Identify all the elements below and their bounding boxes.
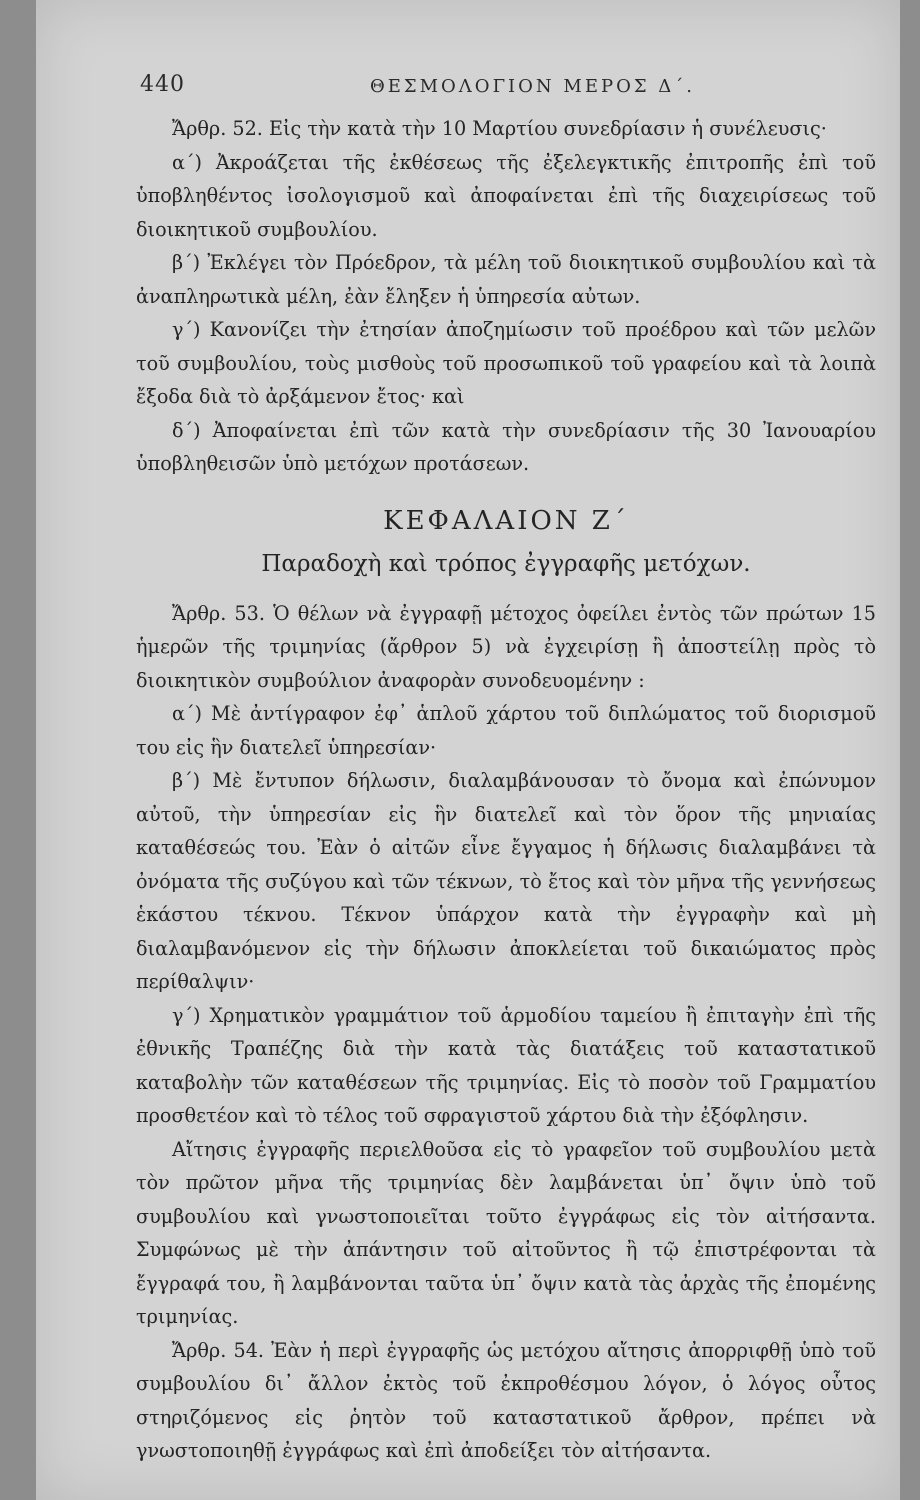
- body-text: [136, 112, 876, 1468]
- book-page: [36, 0, 900, 1500]
- article-53-item-b: β΄) Μὲ ἔντυπον δήλωσιν, διαλαμβάνουσαν τὸ ὄνομα καὶ ἐπώνυμον αὐτοῦ, τὴν ὑπηρεσίαν εἰς ἣν διατελεῖ καὶ τὸν ὅρον τῆς μηνιαίας καταθέσεώς του. Ἐὰν ὁ αἰτῶν εἶνε ἔγγαμος ἡ δήλωσις διαλαμβάνει τὰ ὀνόματα τῆς συζύγου καὶ τῶν τέκνων, τὸ ἔτος καὶ τὸν μῆνα τῆς γεννήσεως ἑκάστου τέκνου. Τέκνον ὑπάρχον κατὰ τὴν ἐγγραφὴν καὶ μὴ διαλαμβανόμενον εἰς τὴν δήλωσιν ἀποκλείεται τοῦ δικαιώματος πρὸς περίθαλψιν·: [136, 769, 876, 993]
- article-52-item-d: δ΄) Ἀποφαίνεται ἐπὶ τῶν κατὰ τὴν συνεδρίασιν τῆς 30 Ἰανουαρίου ὑποβληθεισῶν ὑπὸ μετόχων προτάσεων.: [136, 418, 876, 475]
- article-53-item-c: γ΄) Χρηματικὸν γραμμάτιον τοῦ ἁρμοδίου ταμείου ἢ ἐπιταγὴν ἐπὶ τῆς ἐθνικῆς Τραπέζης διὰ τὴν κατὰ τὰς διατάξεις τοῦ καταστατικοῦ καταβολὴν τῶν καταθέσεων τῆς τριμηνίας. Εἰς τὸ ποσὸν τοῦ Γραμματίου προσθετέον καὶ τὸ τέλος τοῦ σφραγιστοῦ χάρτου διὰ τὴν ἐξόφλησιν.: [136, 1003, 876, 1127]
- article-52-item-b: β΄) Ἐκλέγει τὸν Πρόεδρον, τὰ μέλη τοῦ διοικητικοῦ συμβουλίου καὶ τὰ ἀναπληρωτικὰ μέλη, ἐὰν ἔληξεν ἡ ὑπηρεσία αὐτων.: [136, 251, 876, 308]
- running-title: ΘΕΣΜΟΛΟΓΙΟΝ ΜΕΡΟΣ Δ΄.: [370, 76, 696, 97]
- article-53-item-a: α΄) Μὲ ἀντίγραφον ἐφ᾽ ἁπλοῦ χάρτου τοῦ διπλώματος τοῦ διορισμοῦ του εἰς ἣν διατελεῖ ὑπηρεσίαν·: [136, 702, 876, 759]
- chapter-subtitle: Παραδοχὴ καὶ τρόπος ἐγγραφῆς μετόχων.: [261, 550, 751, 577]
- article-53-paragraph: Αἴτησις ἐγγραφῆς περιελθοῦσα εἰς τὸ γραφεῖον τοῦ συμβουλίου μετὰ τὸν πρῶτον μῆνα τῆς τριμηνίας δὲν λαμβάνεται ὑπ᾽ ὄψιν ὑπὸ τοῦ συμβουλίου καὶ γνωστοποιεῖται τοῦτο ἐγγράφως εἰς τὸν αἰτήσαντα. Συμφώνως μὲ τὴν ἀπάντησιν τοῦ αἰτοῦντος ἢ τῷ ἐπιστρέφονται τὰ ἔγγραφά του, ἢ λαμβάνονται ταῦτα ὑπ᾽ ὄψιν κατὰ τὰς ἀρχὰς τῆς ἐπομένης τριμηνίας.: [136, 1137, 876, 1328]
- page-header: [140, 72, 800, 102]
- article-52-item-a: α΄) Ἀκροάζεται τῆς ἐκθέσεως τῆς ἐξελεγκτικῆς ἐπιτροπῆς ἐπὶ τοῦ ὑποβληθέντος ἰσολογισμοῦ καὶ ἀποφαίνεται ἐπὶ τῆς διαχειρίσεως τοῦ διοικητικοῦ συμβουλίου.: [136, 150, 876, 241]
- article-53-intro: Ἄρθρ. 53. Ὁ θέλων νὰ ἐγγραφῇ μέτοχος ὀφείλει ἐντὸς τῶν πρώτων 15 ἡμερῶν τῆς τριμηνίας (ἄρθρον 5) νὰ ἐγχειρίσῃ ἢ ἀποστείλῃ πρὸς τὸ διοικητικὸν συμβούλιον ἀναφορὰν συνοδευομένην :: [136, 601, 876, 692]
- article-54: Ἄρθρ. 54. Ἐὰν ἡ περὶ ἐγγραφῆς ὡς μετόχου αἴτησις ἀπορριφθῇ ὑπὸ τοῦ συμβουλίου δι᾽ ἄλλον ἐκτὸς τοῦ ἐκπροθέσμου λόγον, ὁ λόγος οὗτος στηριζόμενος εἰς ῥητὸν τοῦ καταστατικοῦ ἄρθρον, πρέπει νὰ γνωστοποιηθῇ ἐγγράφως καὶ ἐπὶ ἀποδείξει τὸν αἰτήσαντα.: [136, 1338, 876, 1462]
- chapter-title: ΚΕΦΑΛΑΙΟΝ Ζ΄: [383, 505, 629, 536]
- article-52-item-c: γ΄) Κανονίζει τὴν ἐτησίαν ἀποζημίωσιν τοῦ προέδρου καὶ τῶν μελῶν τοῦ συμβουλίου, τοὺς μισθοὺς τοῦ προσωπικοῦ τοῦ γραφείου καὶ τὰ λοιπὰ ἔξοδα διὰ τὸ ἀρξάμενον ἔτος· καὶ: [136, 318, 876, 408]
- page-number: 440: [140, 72, 185, 97]
- article-52-intro: Ἄρθρ. 52. Εἰς τὴν κατὰ τὴν 10 Μαρτίου συνεδρίασιν ἡ συνέλευσις·: [172, 117, 827, 140]
